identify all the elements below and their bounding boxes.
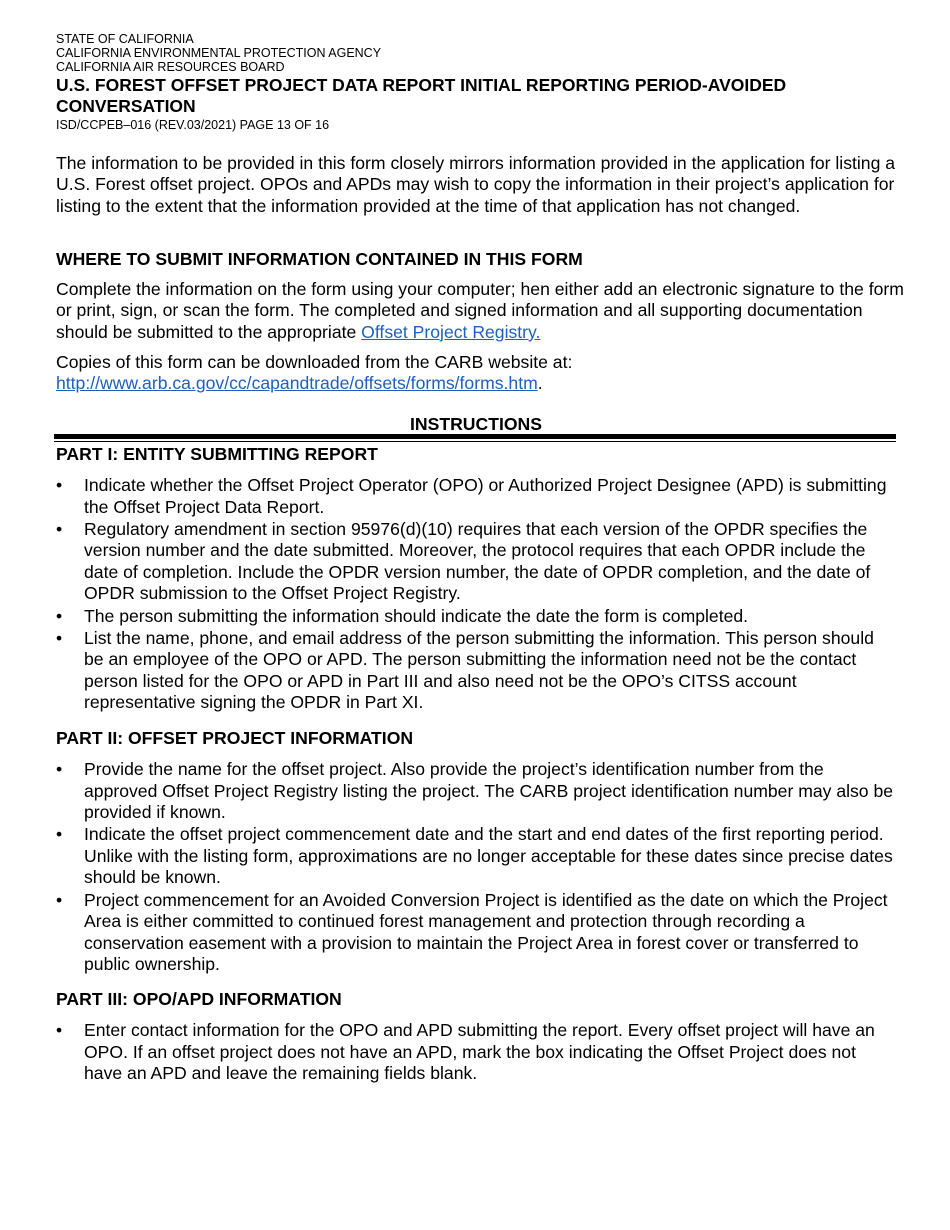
offset-project-registry-link[interactable]: Offset Project Registry.	[361, 321, 541, 342]
submit-heading: WHERE TO SUBMIT INFORMATION CONTAINED IN THIS FORM	[56, 249, 583, 269]
copies-paragraph	[56, 352, 906, 395]
part2-heading: PART II: OFFSET PROJECT INFORMATION	[56, 728, 414, 748]
list-item-text: Project commencement for an Avoided Conversion Project is identified as the date on which the Project Area is either committed to continued forest management and protection through recording a conservation easement with a provision to maintain the Project Area in forest cover or transferred to public ownership.	[84, 889, 888, 975]
submit-text: Complete the information on the form using your computer; hen either add an electronic signature to the form or print, sign, or scan the form. The completed and signed information and all supporting documentation should be submitted to the appropriate	[56, 279, 904, 342]
bullet-icon: •	[56, 759, 63, 779]
list-item	[56, 759, 898, 824]
part1-list	[56, 475, 898, 715]
list-item	[56, 628, 898, 714]
bullet-icon: •	[56, 518, 63, 539]
bullet-icon: •	[56, 627, 63, 648]
list-item-text: List the name, phone, and email address of the person submitting the information. This person should be an employee of the OPO or APD. The person submitting the information need not be the contact person listed for the OPO or APD in Part III and also need not be the OPO’s CITSS account representative signing the OPDR in Part XI.	[84, 627, 874, 713]
list-item-text: The person submitting the information should indicate the date the form is completed.	[84, 605, 749, 626]
list-item	[56, 606, 898, 628]
board-line: CALIFORNIA AIR RESOURCES BOARD	[56, 60, 285, 74]
state-line: STATE OF CALIFORNIA	[56, 32, 194, 46]
bullet-icon: •	[56, 1020, 63, 1040]
agency-line: CALIFORNIA ENVIRONMENTAL PROTECTION AGENCY	[56, 46, 382, 60]
list-item	[56, 890, 898, 976]
form-header	[56, 32, 906, 133]
bullet-icon: •	[56, 889, 63, 910]
list-item-text: Provide the name for the offset project. Also provide the project’s identification number from the approved Offset Project Registry listing the project. The CARB project identification number may also be provided if known.	[84, 759, 894, 823]
list-item-text: Indicate whether the Offset Project Operator (OPO) or Authorized Project Designee (APD) is submitting the Offset Project Data Report.	[84, 475, 887, 517]
form-title: U.S. FOREST OFFSET PROJECT DATA REPORT INITIAL REPORTING PERIOD-AVOIDED CONVERSATION	[56, 75, 787, 116]
list-item-text: Indicate the offset project commencement date and the start and end dates of the first reporting period. Unlike with the listing form, approximations are no longer acceptable for these dates since precise dates should be known.	[84, 824, 893, 888]
bullet-icon: •	[56, 605, 63, 626]
list-item-text: Enter contact information for the OPO and APD submitting the report. Every offset project will have an OPO. If an offset project does not have an APD, mark the box indicating the Offset Project does not have an APD and leave the remaining fields blank.	[84, 1020, 875, 1084]
instructions-heading: INSTRUCTIONS	[410, 414, 542, 434]
bullet-icon: •	[56, 824, 63, 845]
form-id: ISD/CCPEB–016 (REV.03/2021) PAGE 13 OF 16	[56, 118, 330, 132]
section-rule-thin	[54, 441, 896, 442]
list-item	[56, 475, 898, 518]
intro-paragraph: The information to be provided in this form closely mirrors information provided in the application for listing a U.S. Forest offset project. OPOs and APDs may wish to copy the information in their project’s application for listing to the extent that the information provided at the time of that application has not changed.	[56, 153, 896, 216]
part3-heading: PART III: OPO/APD INFORMATION	[56, 989, 342, 1009]
copies-trailing: .	[537, 373, 543, 394]
list-item-text: Regulatory amendment in section 95976(d)(10) requires that each version of the OPDR specifies the version number and the date submitted. Moreover, the protocol requires that each OPDR include the date of completion. Include the OPDR version number, the date of OPDR completion, and the date of OPDR submission to the Offset Project Registry.	[84, 518, 871, 604]
list-item	[56, 1020, 898, 1085]
list-item	[56, 824, 898, 889]
part2-list	[56, 759, 898, 976]
section-rule	[54, 434, 896, 439]
bullet-icon: •	[56, 475, 63, 495]
submit-paragraph	[56, 279, 906, 343]
part1-heading: PART I: ENTITY SUBMITTING REPORT	[56, 444, 378, 464]
part3-list	[56, 1020, 898, 1085]
carb-forms-link[interactable]: http://www.arb.ca.gov/cc/capandtrade/offsets/forms/forms.htm	[56, 373, 538, 394]
list-item	[56, 519, 898, 605]
copies-text: Copies of this form can be downloaded from the CARB website at:	[56, 352, 573, 372]
